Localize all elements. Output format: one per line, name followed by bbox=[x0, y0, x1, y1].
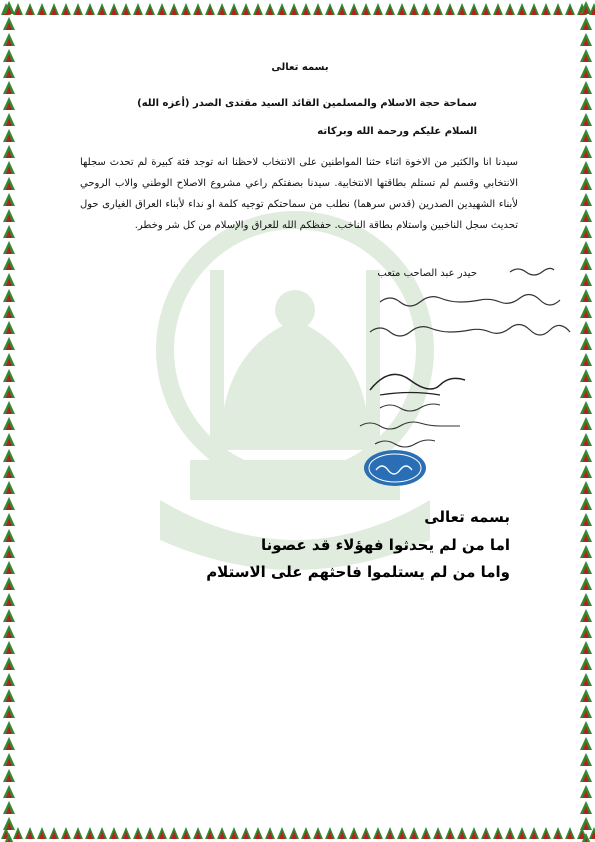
transcription-line-1: بسمه تعالى bbox=[424, 508, 510, 526]
handwritten-name-and-date bbox=[340, 398, 480, 453]
letter-signer-name: حيدر عبد الصاحب متعب bbox=[377, 268, 477, 279]
ornamental-border-bottom bbox=[0, 826, 595, 840]
ornamental-border-right bbox=[579, 0, 593, 842]
letter-address: سماحة حجة الاسلام والمسلمين القائد السيد مقتدى الصدر (أعزه الله) bbox=[137, 98, 477, 109]
official-seal-stamp bbox=[362, 448, 428, 488]
ornamental-border-top bbox=[0, 2, 595, 16]
ornamental-border-left bbox=[2, 0, 16, 842]
handwritten-signature bbox=[360, 360, 470, 400]
transcription-line-2: اما من لم يحدثوا فهؤلاء قد عصونا bbox=[260, 536, 510, 554]
letter-title: بسمه تعالى bbox=[271, 62, 329, 73]
transcription-line-3: واما من لم يستلموا فاحثهم على الاستلام bbox=[206, 563, 510, 581]
letter-greeting: السلام عليكم ورحمة الله وبركاته bbox=[317, 126, 477, 137]
letter-body: سيدنا انا والكثير من الاخوة اثناء حثنا المواطنين على الانتخاب لاحظنا انه توجد فئة كبيرة لم تحدث سجلها الانتخابي وقسم لم تستلم بطاقتها الانتخابية. سيدنا بصفتكم راعي مشروع الاصلاح الوطني والاب الروحي لأبناء الشهيدين الصدرين (قدس سرهما) نطلب من سماحتكم توجيه كلمة او نداء لأبناء العراق الغيارى حول تحديث سجل الناخبين واستلام بطاقة الناخب. حفظكم الله للعراق والإسلام من كل شر وخطر. bbox=[80, 157, 518, 231]
